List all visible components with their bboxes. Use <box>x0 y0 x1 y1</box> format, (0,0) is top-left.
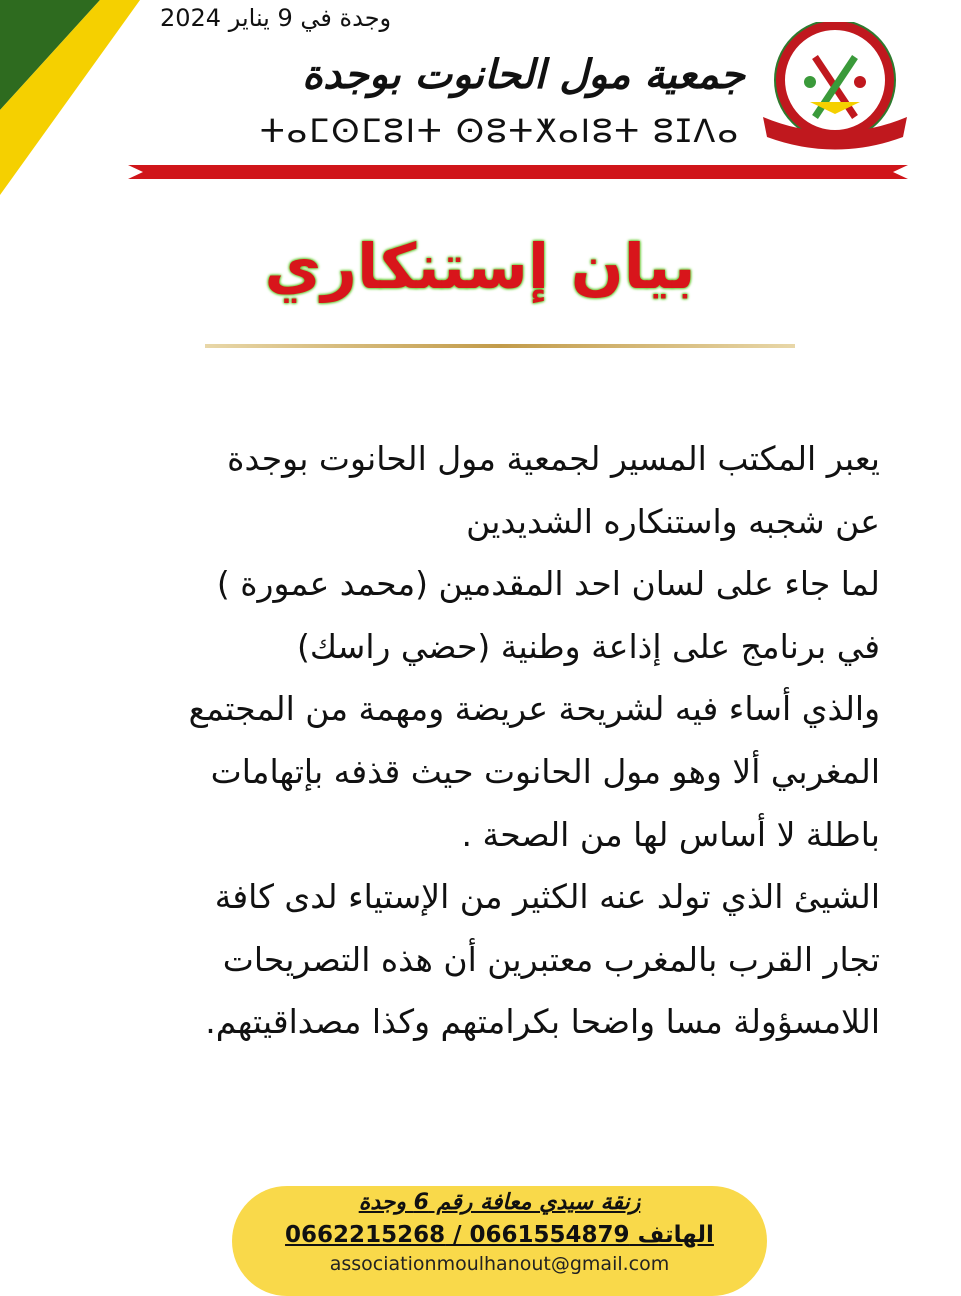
statement-title: بيان إستنكاري <box>264 230 696 303</box>
association-logo <box>755 22 915 152</box>
organization-name-tifinagh: ⵜⴰⵎⵙⵎⵓⵏⵜ ⵙⵓⵜⵅⴰⵏⵓⵜ ⵓⵊⴷⴰ <box>259 112 740 150</box>
title-divider <box>205 344 795 348</box>
body-line: لما جاء على لسان احد المقدمين (محمد عمورة ) <box>216 564 880 604</box>
statement-body <box>60 428 880 1054</box>
body-line: والذي أساء فيه لشريحة عريضة ومهمة من المجتمع <box>188 689 880 729</box>
body-line: اللامسؤولة مسا واضحا بكرامتهم وكذا مصداقيتهم. <box>205 1002 880 1042</box>
body-line: باطلة لا أساس لها من الصحة . <box>461 814 880 854</box>
footer-phone: الهاتف 0661554879 / 0662215268 <box>285 1222 714 1248</box>
body-line: تجار القرب بالمغرب معتبرين أن هذه التصريحات <box>222 939 880 979</box>
footer-email: associationmoulhanout@gmail.com <box>329 1253 670 1275</box>
organization-name: جمعية مول الحانوت بوجدة <box>302 52 745 98</box>
footer-address: زنقة سيدي معافة رقم 6 وجدة <box>358 1190 641 1215</box>
body-line: الشيئ الذي تولد عنه الكثير من الإستياء لدى كافة <box>214 877 880 917</box>
document-date: وجدة في 9 يناير 2024 <box>160 4 392 32</box>
body-line: المغربي ألا وهو مول الحانوت حيث قذفه بإتهامات <box>210 751 880 791</box>
body-line: في برنامج على إذاعة وطنية (حضي راسك) <box>296 626 880 666</box>
header-divider <box>128 165 908 179</box>
body-line: يعبر المكتب المسير لجمعية مول الحانوت بوجدة <box>227 439 880 478</box>
body-line: عن شجبه واستنكاره الشديدين <box>466 501 880 541</box>
